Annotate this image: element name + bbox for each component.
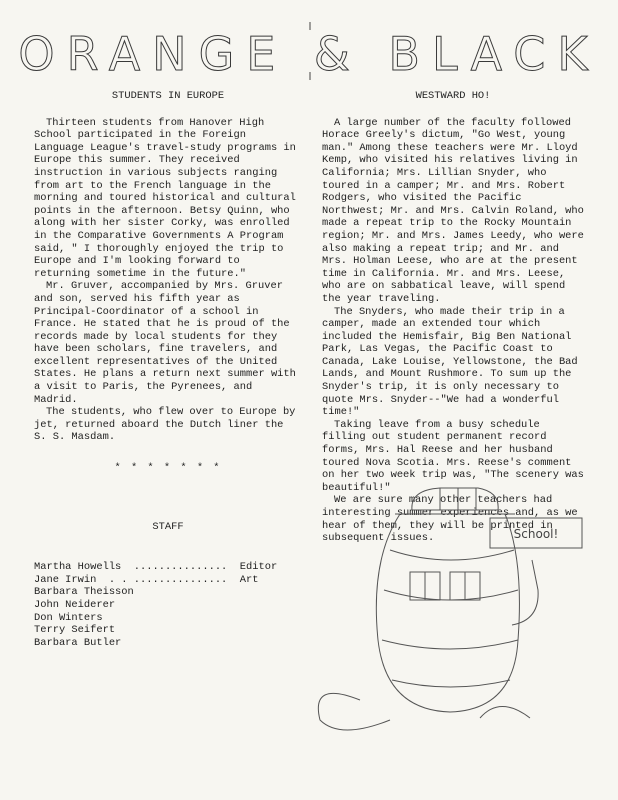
staff-row: Terry Seifert — [34, 624, 116, 637]
staff-heading: STAFF — [152, 520, 184, 533]
article-paragraph: A large number of the faculty followed Horace Greely's dictum, "Go West, young man." Among these teachers were Mr. Lloyd Kemp, who visited his relatives living in California; Mrs. Lillian Snyder, who toured in a camper; Mr. and Mrs. Robert Rodgers, who visited the Pacific Northwest; Mr. and Mrs. Calvin Roland, who made a repeat trip to the Rocky Mountain region; Mr. and Mrs. James Leedy, who were also making a repeat trip; and Mr. and Mrs. Holman Leese, who are at the present time in California. Mr. and Mrs. Leese, who are on sabbatical leave, will spend the year traveling. — [322, 116, 584, 305]
article-heading-westward-ho: WESTWARD HO! — [415, 90, 491, 102]
staff-row: John Neiderer — [34, 599, 116, 611]
article-paragraph: The Snyders, who made their trip in a camper, made an extended tour which included the Hemisfair, Big Ben National Park, Las Vegas, the Pacific Coast to Canada, Lake Louise, Yellowstone, the Bad Lands, and Mount Rushmore. To sum up the Snyder's trip, it is only necessary to quote Mrs. Snyder--"We had a wonderful time!" — [322, 305, 578, 419]
article-paragraph: The students, who flew over to Europe by jet, returned aboard the Dutch liner the S. S. Masdam. — [34, 406, 296, 444]
article-paragraph: Mr. Gruver, accompanied by Mrs. Gruver and son, served his fifth year as Principal-Coordinator of a school in France. He stated that he is proud of the records made by local students for they have been scholars, fine travelers, and excellent representatives of the United States. He plans a return next summer with a visit to Paris, the Pyrenees, and Madrid. — [34, 280, 296, 406]
article-heading-students-in-europe: STUDENTS IN EUROPE — [111, 90, 225, 102]
article-paragraph: Taking leave from a busy schedule filling out student permanent record forms, Mrs. Hal Reese and her husband toured Nova Scotia. Mrs. Reese's comment on her two week trip was, "The scenery was beautiful!" — [322, 418, 584, 494]
bee-drawing — [300, 480, 600, 780]
section-divider-stars: * * * * * * * — [114, 462, 222, 475]
drawing-sign-text: School! — [513, 527, 559, 541]
left-column — [34, 90, 302, 649]
staff-row: Martha Howells ............... Editor — [34, 561, 278, 574]
article-paragraph: Thirteen students from Hanover High School participated in the Foreign Language League's travel-study programs in Europe this summer. They received instruction in various subjects ranging from art to the French language in the morning and toured historical and cultural points in the afternoon. Betsy Quinn, who along with her sister Corky, was enrolled in the Comparative Governments A Program said, " I thoroughly enjoyed the trip to Europe and I'm looking forward to returning sometime in the future." — [34, 116, 296, 280]
drawing-foot-left — [318, 693, 390, 730]
drawing-stripe — [384, 590, 518, 600]
staff-row: Don Winters — [34, 611, 103, 624]
drawing-hat — [412, 488, 498, 510]
masthead — [0, 0, 618, 90]
drawing-stripe — [390, 550, 514, 560]
drawing-stripe — [382, 640, 518, 649]
right-column — [322, 90, 584, 545]
drawing-stripe — [392, 680, 510, 687]
staff-row: Barbara Butler — [34, 636, 122, 649]
masthead-title: ORANGE & BLACK — [18, 27, 600, 81]
staff-row: Jane Irwin . . ............... Art — [34, 573, 259, 586]
staff-row: Barbara Theisson — [34, 586, 134, 599]
drawing-foot-right — [480, 707, 530, 719]
drawing-arm — [512, 560, 538, 625]
article-paragraph: We are sure many other teachers had interesting summer experiences and, as we hear of them, they will be printed in subsequent issues. — [322, 494, 578, 545]
